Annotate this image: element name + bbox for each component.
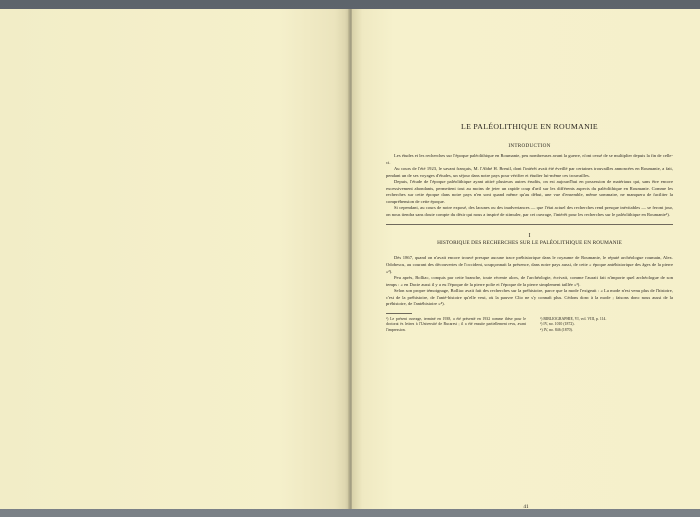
section-number: I <box>528 232 531 240</box>
left-page-blank <box>0 9 349 509</box>
footnote-divider <box>386 313 412 314</box>
footnote-3: ³) IV, no. 1010 (1872). <box>540 322 575 327</box>
intro-paragraph: Si cependant, au cours de notre exposé, des lacunes ou des inadvertances — que l'état actuel des recherches rend presque inévitables — se feront jour, on nous tiendra sans doute compte du désir qui nous a inspiré de stimuler, par cet ouvrage, l'intérêt pour les recherches sur le paléolithique en Roumanie¹). <box>386 205 673 217</box>
page-number: 41 <box>523 504 529 510</box>
right-page <box>352 9 700 509</box>
intro-paragraph: Les études et les recherches sur l'époque paléolithique en Roumanie, peu nombreuses avant la guerre, n'ont cessé de se multiplier depuis la fin de celle-ci. <box>386 153 673 165</box>
footnote-2: ²) BIBLIOGRAPHIE, VI, vol. VIII, p. 114. <box>540 316 607 321</box>
footnote-4: ⁴) IV, no. 846 (1870). <box>540 328 573 333</box>
intro-paragraph: Au cours de l'été 1923, le savant français, M. l'Abbé H. Breuil, dont l'intérêt avait été éveillé par certaines trouvailles annoncées en Roumanie, a fait, pendant un de ses voyages d'études, un séjour dans notre pays pour vérifier et étudier lui-même ces trouvailles. <box>386 166 673 178</box>
chapter-title: LE PALÉOLITHIQUE EN ROUMANIE <box>461 122 598 131</box>
footnote-right <box>540 317 673 334</box>
footnote-1: ¹) Le présent ouvrage, terminé en 1938, a été présenté en 1932 comme thèse pour le doctorat ès lettres à l'Université de Bucarest ; il a été ensuite partiellement revu, avant l'impression. <box>386 316 526 333</box>
footnotes <box>386 317 673 334</box>
section-paragraph: Selon son propre témoignage, Bolliac avait fait des recherches sur la préhistoire, parce que la mode l'exigeait : « La mode n'est venu plus de l'histoire, c'est de la préhistoire, de l'anté-histoire qu'elle veut, où la pauvre Clio ne s'y connaît plus. Cédons donc à la mode ; faisons donc nous aussi de la préhistoire, de l'antéhistoire »⁴). <box>386 288 673 307</box>
section-title: HISTORIQUE DES RECHERCHES SUR LE PALÉOLITHIQUE EN ROUMANIE <box>437 240 622 247</box>
section-paragraph: Peu après, Bolliac, conquis par cette branche, toute récente alors, de l'archéologie, écrivait, comme l'aurait fait n'importe quel archéologue de son temps : « en Dacie aussi il y a eu l'époque de la pierre polie et l'époque de la pierre simplement taillée »³). <box>386 275 673 287</box>
section-divider <box>386 224 673 225</box>
footnote-left <box>386 317 526 334</box>
intro-paragraph: Depuis, l'étude de l'époque paléolithique ayant attiré plusieurs autres érudits, on est aujourd'hui en possession de matériaux qui, sans être encore excessivement abondants, permettent tout au moins de jeter un rapide coup d'œil sur les différents aspects du paléolithique en Roumanie. Comme les recherches sur cette époque dans notre pays n'en sont quand même qu'au début, une vue d'ensemble, même sommaire, ne manquera de faciliter la compréhension de cette époque. <box>386 179 673 204</box>
section-paragraph: Dès 1867, quand on n'avait encore trouvé presque aucune trace préhistorique dans le royaume de Roumanie, le réputé archéologue roumain, Alex. Odobescu, au courant des découvertes de l'occident, soupçonnait la présence, dans notre pays aussi, de cette « époque antéhistorique des âges de la pierre »²). <box>386 255 673 274</box>
page-content <box>386 122 673 334</box>
introduction-heading: INTRODUCTION <box>508 143 551 149</box>
